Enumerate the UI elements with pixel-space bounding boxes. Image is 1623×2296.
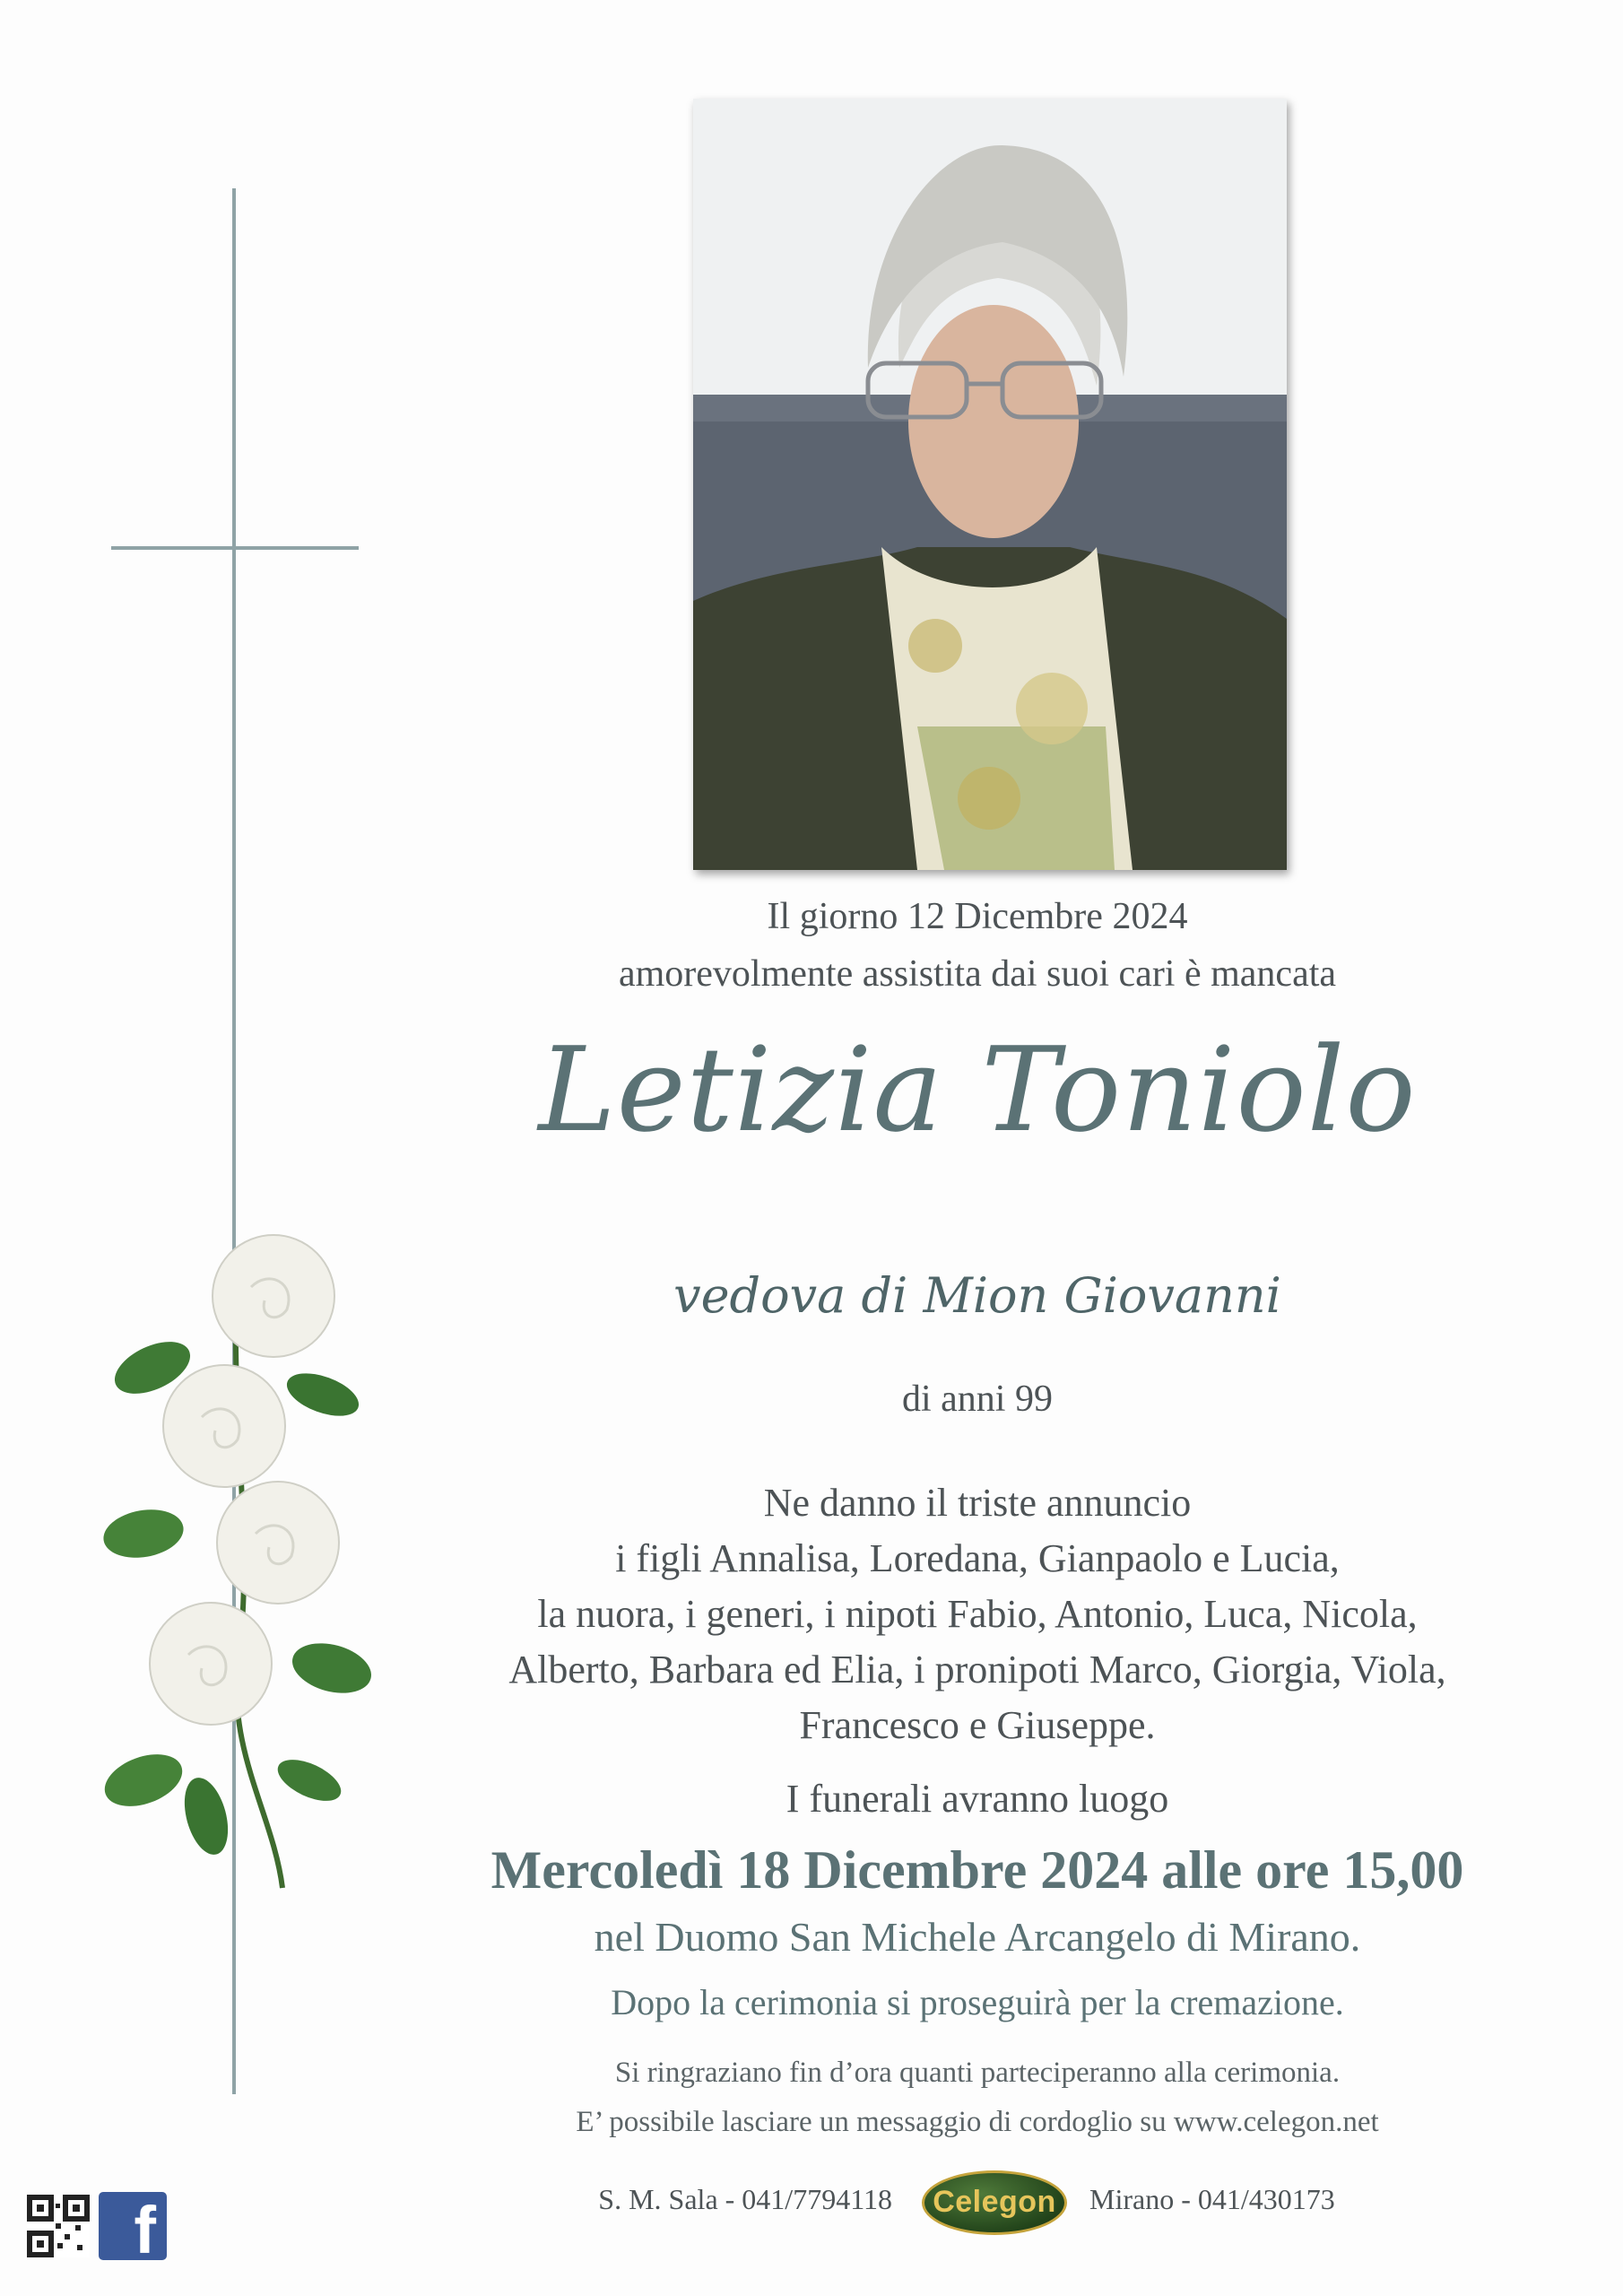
cremation-note: Dopo la cerimonia si proseguirà per la cremazione. — [611, 1982, 1344, 2022]
celegon-logo — [922, 2170, 1067, 2235]
deceased-age: di anni 99 — [902, 1378, 1053, 1420]
qr-code-icon[interactable] — [27, 2195, 90, 2257]
deceased-relation: vedova di Mion Giovanni — [673, 1267, 1281, 1324]
contact-mirano: Mirano - 041/430173 — [1089, 2183, 1335, 2215]
announcement-line: Ne danno il triste annuncio — [763, 1481, 1192, 1525]
thanks-text — [395, 2048, 1560, 2147]
intro-line-1: Il giorno 12 Dicembre 2024 — [767, 896, 1188, 937]
thanks-line-2: E’ possibile lasciare un messaggio di cordoglio su www.celegon.net — [576, 2106, 1379, 2138]
portrait-photo — [693, 99, 1287, 870]
intro-line-2: amorevolmente assistita dai suoi cari è mancata — [618, 953, 1337, 995]
logo-text: Celegon — [933, 2185, 1056, 2219]
facebook-glyph: f — [134, 2193, 156, 2267]
thanks-line-1: Si ringraziano fin d’ora quanti parteciperanno alla cerimonia. — [614, 2057, 1341, 2089]
announcement-line: Alberto, Barbara ed Elia, i pronipoti Marco, Giorgia, Viola, — [508, 1648, 1446, 1692]
white-roses-illustration — [103, 1233, 390, 1906]
contact-sala: S. M. Sala - 041/7794118 — [598, 2183, 892, 2215]
funeral-place: nel Duomo San Michele Arcangelo di Mirano. — [594, 1914, 1361, 1960]
announcement-line: la nuora, i generi, i nipoti Fabio, Antonio, Luca, Nicola, — [537, 1592, 1418, 1636]
funeral-date: Mercoledì 18 Dicembre 2024 alle ore 15,00 — [490, 1840, 1464, 1900]
facebook-icon[interactable] — [99, 2192, 167, 2267]
cross-horizontal-line — [111, 546, 359, 550]
funeral-intro: I funerali avranno luogo — [785, 1777, 1169, 1821]
announcement — [395, 1475, 1560, 1753]
announcement-line: i figli Annalisa, Loredana, Gianpaolo e Lucia, — [615, 1536, 1340, 1580]
footer — [395, 2161, 1560, 2242]
intro-text — [395, 888, 1560, 1003]
announcement-line: Francesco e Giuseppe. — [799, 1703, 1156, 1747]
deceased-name: Letizia Toniolo — [538, 1022, 1417, 1158]
